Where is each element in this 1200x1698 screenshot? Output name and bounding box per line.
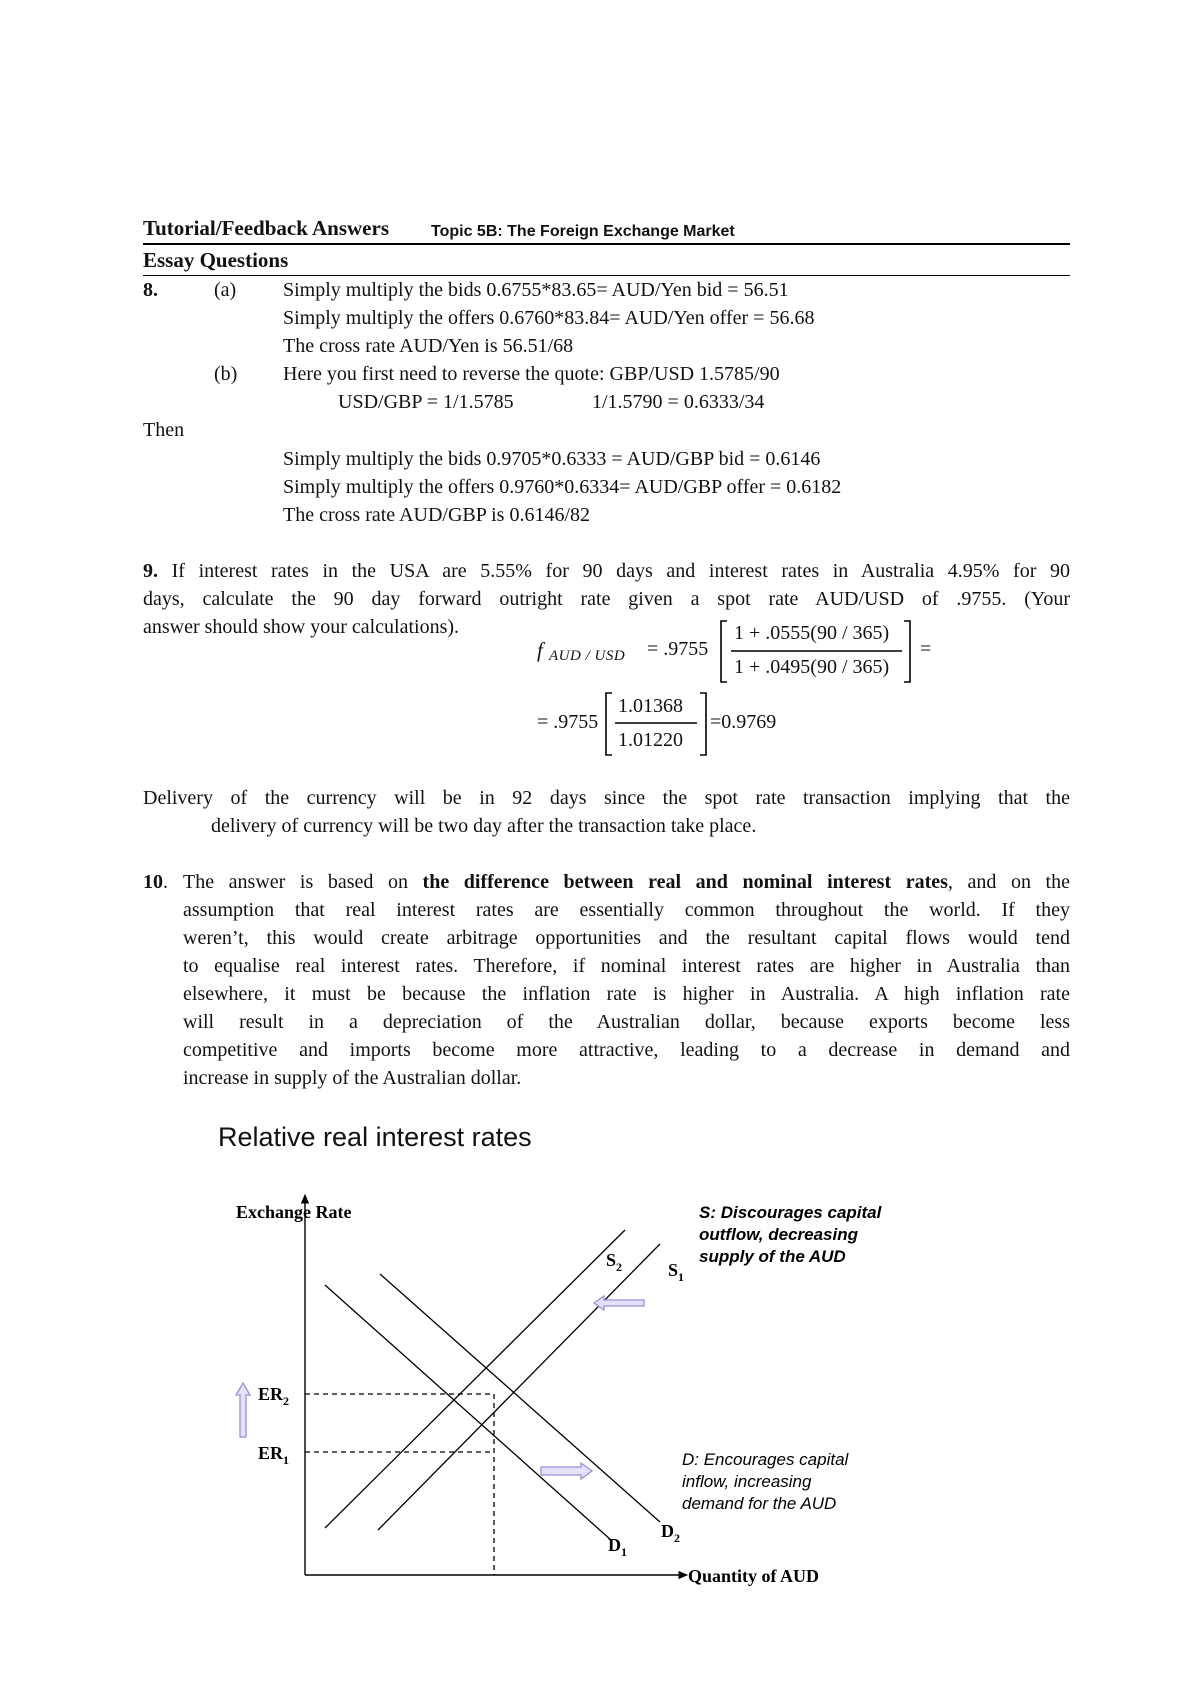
q8-b-line-2-right: 1/1.5790 = 0.6333/34 (592, 391, 765, 413)
q8-then-line-2: Simply multiply the offers 0.9760*0.6334= AUD/GBP offer = 0.6182 (283, 476, 842, 498)
label-s1: $S_1$ (668, 1260, 685, 1284)
supply-note-line-1: S: Discourages capital (699, 1203, 882, 1222)
label-er2: $ER_2$ (258, 1384, 290, 1408)
label-d2: $D_2$ (661, 1521, 680, 1545)
curve-d1 (325, 1285, 611, 1540)
q9-number: 9. (143, 560, 158, 582)
supply-note-line-3: supply of the AUD (699, 1247, 846, 1266)
q8-then-label: Then (143, 419, 185, 441)
curve-s2 (325, 1230, 625, 1528)
q8-part-a-label: (a) (214, 279, 237, 301)
label-d1: $D_1$ (608, 1535, 627, 1559)
demand-note-line-1: D: Encourages capital (682, 1450, 849, 1469)
section-title: Essay Questions (143, 248, 1070, 276)
header-topic: Topic 5B: The Foreign Exchange Market (431, 223, 735, 240)
formula-numerator: 1 + .0555(90 / 365) (734, 622, 890, 644)
q10-line-8: increase in supply of the Australian dollar. (183, 1067, 522, 1089)
formula2-denominator: 1.01220 (618, 729, 683, 751)
curve-s1 (378, 1244, 660, 1530)
q8-number: 8. (143, 279, 158, 301)
q8-a-line-3: The cross rate AUD/Yen is 56.51/68 (283, 335, 574, 357)
q10-line-5: elsewhere, it must be because the inflation rate is higher in Australia. A high inflation rate (183, 983, 1070, 1005)
q10-line-4: to equalise real interest rates. Therefore, if nominal interest rates are higher in Australia than (183, 955, 1070, 977)
q10-line-3: weren’t, this would create arbitrage opportunities and the resultant capital flows would tend (183, 927, 1070, 949)
q10-line-7: competitive and imports become more attractive, leading to a decrease in demand and (183, 1039, 1070, 1061)
demand-shift-right-arrow (541, 1463, 592, 1479)
q10-line-1: The answer is based on the difference between real and nominal interest rates, and on the (183, 871, 1070, 893)
q9-line-1: 9. If interest rates in the USA are 5.55% for 90 days and interest rates in Australia 4.95% for 90 (143, 560, 1070, 582)
q9-line-2: days, calculate the 90 day forward outright rate given a spot rate AUD/USD of .9755. (Your (143, 588, 1070, 610)
formula2-result: =0.9769 (710, 711, 777, 733)
delivery-line-1: Delivery of the currency will be in 92 days since the spot rate transaction implying that the (143, 787, 1070, 809)
q9-line-3: answer should show your calculations). (143, 616, 460, 638)
chart-title: Relative real interest rates (218, 1122, 532, 1152)
q10-bold-phrase: the difference between real and nominal interest rates (422, 871, 948, 893)
y-axis-label: Exchange Rate (236, 1202, 352, 1222)
q8-a-line-2: Simply multiply the offers 0.6760*83.84= AUD/Yen offer = 56.68 (283, 307, 815, 329)
q8-b-line-1: Here you first need to reverse the quote: GBP/USD 1.5785/90 (283, 363, 780, 385)
q8-then-line-3: The cross rate AUD/GBP is 0.6146/82 (283, 504, 591, 526)
x-axis-label: Quantity of AUD (688, 1566, 820, 1586)
q8-then-line-1: Simply multiply the bids 0.9705*0.6333 = AUD/GBP bid = 0.6146 (283, 448, 821, 470)
formula2-numerator: 1.01368 (618, 695, 683, 717)
q8-part-b-label: (b) (214, 363, 238, 385)
q10-line-2: assumption that real interest rates are essentially common throughout the world. If they (183, 899, 1070, 921)
supply-shift-left-arrow (594, 1296, 644, 1310)
q10-line-6: will result in a depreciation of the Australian dollar, because exports become less (183, 1011, 1070, 1033)
demand-note-line-3: demand for the AUD (682, 1494, 837, 1513)
delivery-line-2: delivery of currency will be two day after the transaction take place. (211, 815, 757, 837)
formula-trailing-eq: = (920, 638, 932, 660)
q8-a-line-1: Simply multiply the bids 0.6755*83.65= AUD/Yen bid = 56.51 (283, 279, 789, 301)
header-title: Tutorial/Feedback Answers (143, 216, 389, 240)
er-up-arrow (236, 1383, 250, 1437)
supply-note-line-2: outflow, decreasing (699, 1225, 859, 1244)
formula-subscript: AUD / USD (549, 648, 626, 664)
formula-f-symbol: f (537, 638, 543, 662)
q8-b-line-2-left: USD/GBP = 1/1.5785 (338, 391, 514, 413)
q10-number: 10. (143, 871, 168, 893)
demand-note-line-2: inflow, increasing (682, 1472, 812, 1491)
formula-lhs: = .9755 (647, 638, 709, 660)
label-s2: $S_2$ (606, 1250, 623, 1274)
label-er1: $ER_1$ (258, 1443, 290, 1467)
formula2-prefix: = .9755 (537, 711, 599, 733)
formula-denominator: 1 + .0495(90 / 365) (734, 656, 890, 678)
